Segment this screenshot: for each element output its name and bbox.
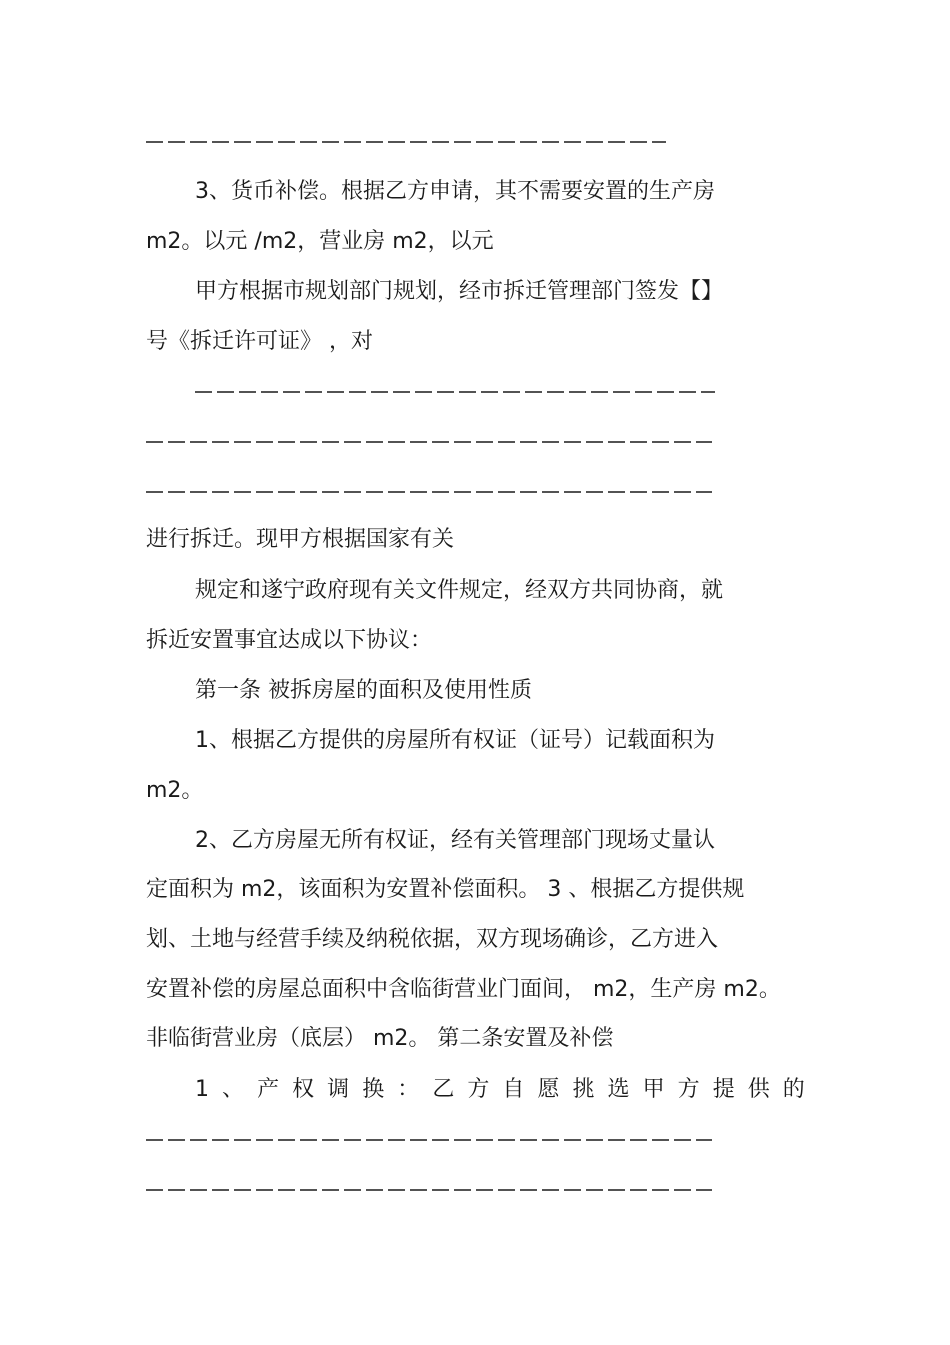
text-line: m2。以元 /m2，营业房 m2，以元 (146, 229, 494, 254)
text-line: 号《拆迁许可证》 ，对 (146, 329, 373, 354)
spread-char: 权 (292, 1077, 315, 1102)
blank-dash-line (146, 1175, 712, 1205)
spread-char: 乙 (432, 1077, 455, 1102)
spread-char: 挑 (572, 1077, 595, 1102)
text-line: 划、土地与经营手续及纳税依据，双方现场确诊，乙方进入 (146, 927, 719, 952)
blank-dash-line (146, 477, 712, 507)
dash-rule (146, 440, 712, 444)
spread-char: 提 (712, 1077, 735, 1102)
blank-dash-line (146, 1125, 712, 1155)
text-line: 2、乙方房屋无所有权证，经有关管理部门现场丈量认 (195, 828, 715, 853)
spread-char: 选 (607, 1077, 630, 1102)
text-line: 1、根据乙方提供的房屋所有权证（证号）记载面积为 (195, 728, 715, 753)
blank-dash-line (195, 377, 715, 407)
spread-char: 、 (222, 1077, 245, 1102)
dash-rule (195, 390, 715, 394)
text-line: 甲方根据市规划部门规划，经市拆迁管理部门签发【】 (195, 279, 724, 304)
justified-text-line (195, 1075, 805, 1105)
article-heading: 第一条 被拆房屋的面积及使用性质 (195, 678, 532, 703)
text-line: m2。 (146, 778, 204, 803)
text-line: 进行拆迁。现甲方根据国家有关 (146, 527, 455, 552)
text-line: 定面积为 m2，该面积为安置补偿面积。 3 、根据乙方提供规 (146, 877, 745, 902)
spread-char: 方 (467, 1077, 490, 1102)
spread-char: 产 (257, 1077, 280, 1102)
spread-char: 自 (502, 1077, 525, 1102)
text-line: 3、货币补偿。根据乙方申请，其不需要安置的生产房 (195, 179, 715, 204)
dash-rule (146, 1188, 712, 1192)
dash-rule (146, 490, 712, 494)
text-line: 安置补偿的房屋总面积中含临街营业门面间， m2，生产房 m2。 (146, 977, 781, 1002)
dash-rule (146, 140, 666, 144)
spread-char: 调 (327, 1077, 350, 1102)
text-line: 拆近安置事宜达成以下协议： (146, 628, 433, 653)
text-line: 非临街营业房（底层） m2。 第二条安置及补偿 (146, 1026, 614, 1051)
dash-rule (146, 1138, 712, 1142)
spread-char: ： (397, 1077, 420, 1102)
spread-char: 1 (195, 1077, 209, 1102)
spread-char: 的 (782, 1077, 805, 1102)
spread-char: 换 (362, 1077, 385, 1102)
blank-dash-line (146, 127, 666, 157)
text-line: 规定和遂宁政府现有关文件规定，经双方共同协商，就 (195, 578, 724, 603)
spread-char: 方 (677, 1077, 700, 1102)
blank-dash-line (146, 427, 712, 457)
spread-char: 甲 (642, 1077, 665, 1102)
spread-char: 愿 (537, 1077, 560, 1102)
spread-char: 供 (747, 1077, 770, 1102)
